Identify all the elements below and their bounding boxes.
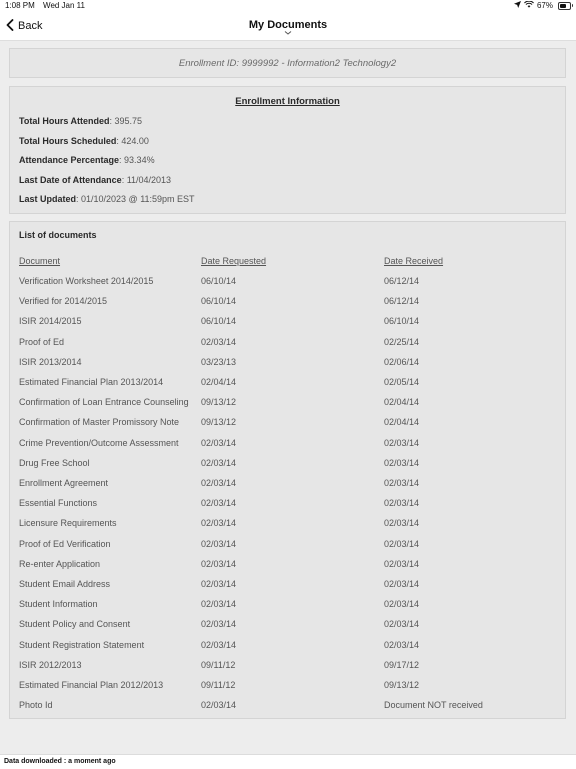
documents-panel [9, 221, 566, 719]
document-name: Re-enter Application [19, 558, 101, 569]
date-received: 02/03/14 [384, 518, 420, 529]
date-received: Document NOT received [384, 700, 483, 711]
date-requested: 09/13/12 [201, 397, 237, 408]
enrollment-id-panel [9, 48, 566, 78]
date-requested: 02/03/14 [201, 538, 237, 549]
date-requested: 06/10/14 [201, 276, 237, 286]
document-name: Licensure Requirements [19, 518, 117, 529]
date-received: 02/05/14 [384, 377, 420, 387]
date-requested: 02/03/14 [201, 498, 237, 509]
date-requested: 02/03/14 [201, 639, 237, 650]
wifi-icon [524, 1, 534, 10]
location-arrow-icon [514, 1, 521, 10]
date-requested: 02/03/14 [201, 457, 237, 468]
info-label: Last Updated [19, 194, 77, 204]
date-requested: 09/13/12 [201, 417, 237, 428]
status-bar [0, 0, 576, 12]
info-label: Last Date of Attendance [19, 175, 122, 185]
info-row-last-updated [19, 194, 195, 204]
document-name: Essential Functions [19, 498, 98, 509]
date-received: 02/03/14 [384, 619, 420, 630]
date-received: 02/03/14 [384, 498, 420, 509]
documents-heading: List of documents [19, 230, 97, 240]
date-received: 09/13/12 [384, 680, 420, 690]
info-row-attendance-percentage [19, 155, 155, 165]
status-left [5, 1, 91, 10]
date-requested: 06/10/14 [201, 296, 237, 307]
date-requested: 02/03/14 [201, 336, 237, 347]
date-received: 02/03/14 [384, 599, 420, 610]
date-requested: 06/10/14 [201, 316, 237, 327]
status-time: 1:08 PM [5, 1, 35, 10]
battery-icon [558, 2, 571, 10]
info-label: Total Hours Attended [19, 116, 110, 126]
date-requested: 02/03/14 [201, 558, 237, 569]
date-received: 06/10/14 [384, 316, 420, 327]
navigation-bar [0, 12, 576, 41]
date-received: 09/17/12 [384, 659, 420, 670]
date-received: 02/03/14 [384, 538, 420, 549]
status-date: Wed Jan 11 [43, 1, 85, 10]
info-row-hours-attended [19, 116, 142, 126]
battery-level-fill [560, 4, 566, 8]
info-label: Attendance Percentage [19, 155, 120, 165]
info-row-hours-scheduled [19, 136, 149, 146]
date-requested: 02/03/14 [201, 478, 237, 488]
document-name: Drug Free School [19, 457, 90, 468]
info-value: : 424.00 [116, 136, 149, 146]
date-requested: 02/03/14 [201, 437, 237, 448]
date-requested: 02/03/14 [201, 518, 237, 529]
document-name: Photo Id [19, 700, 53, 711]
document-name: Proof of Ed Verification [19, 538, 111, 549]
battery-percent: 67% [536, 1, 553, 10]
page-title: My Documents [248, 19, 328, 31]
document-name: Estimated Financial Plan 2013/2014 [19, 377, 164, 387]
info-value: : 11/04/2013 [121, 175, 172, 185]
date-received: 02/03/14 [384, 457, 420, 468]
document-name: Enrollment Agreement [19, 478, 109, 488]
date-received: 02/03/14 [384, 478, 420, 488]
date-requested: 02/03/14 [201, 579, 237, 589]
enrollment-info-panel [9, 86, 566, 214]
document-name: ISIR 2012/2013 [19, 659, 82, 670]
date-requested: 03/23/13 [201, 356, 237, 367]
document-name: Verified for 2014/2015 [19, 296, 108, 307]
data-downloaded-status: Data downloaded : a moment ago [4, 758, 116, 765]
document-name: Estimated Financial Plan 2012/2013 [19, 680, 164, 690]
date-received: 02/03/14 [384, 579, 420, 589]
date-requested: 02/03/14 [201, 599, 237, 610]
enrollment-id-text: Enrollment ID: 9999992 - Information2 Technology2 [178, 58, 397, 69]
document-name: Crime Prevention/Outcome Assessment [19, 437, 179, 448]
enrollment-info-heading: Enrollment Information [235, 96, 340, 107]
date-requested: 02/04/14 [201, 377, 237, 387]
date-requested: 09/11/12 [201, 680, 236, 690]
document-name: Student Information [19, 599, 98, 610]
date-received: 02/04/14 [384, 417, 420, 428]
document-name: Confirmation of Loan Entrance Counseling [19, 397, 189, 408]
document-name: Confirmation of Master Promissory Note [19, 417, 180, 428]
info-label: Total Hours Scheduled [19, 136, 117, 146]
date-received: 06/12/14 [384, 276, 420, 286]
date-received: 02/04/14 [384, 397, 420, 408]
info-value: : 93.34% [119, 155, 155, 165]
date-received: 02/06/14 [384, 356, 420, 367]
info-value: : 395.75 [109, 116, 143, 126]
document-name: Student Policy and Consent [19, 619, 131, 630]
status-right [514, 1, 571, 10]
info-value: : 01/10/2023 @ 11:59pm EST [76, 194, 195, 204]
document-name: Student Email Address [19, 579, 111, 589]
back-button-label: Back [18, 20, 43, 32]
column-header-date-received: Date Received [384, 256, 444, 266]
date-received: 02/25/14 [384, 336, 420, 347]
date-requested: 09/11/12 [201, 659, 236, 670]
date-received: 06/12/14 [384, 296, 420, 307]
date-received: 02/03/14 [384, 558, 420, 569]
document-name: Proof of Ed [19, 336, 65, 347]
date-received: 02/03/14 [384, 639, 420, 650]
date-requested: 02/03/14 [201, 700, 237, 711]
document-name: ISIR 2014/2015 [19, 316, 82, 327]
date-requested: 02/03/14 [201, 619, 237, 630]
date-received: 02/03/14 [384, 437, 420, 448]
footer-bar [0, 754, 576, 769]
document-name: Student Registration Statement [19, 639, 145, 650]
document-name: ISIR 2013/2014 [19, 356, 82, 367]
chevron-down-icon[interactable] [0, 30, 576, 38]
document-name: Verification Worksheet 2014/2015 [19, 276, 154, 286]
column-header-date-requested: Date Requested [201, 256, 267, 266]
info-row-last-attendance [19, 175, 171, 185]
column-header-document: Document [19, 256, 61, 266]
